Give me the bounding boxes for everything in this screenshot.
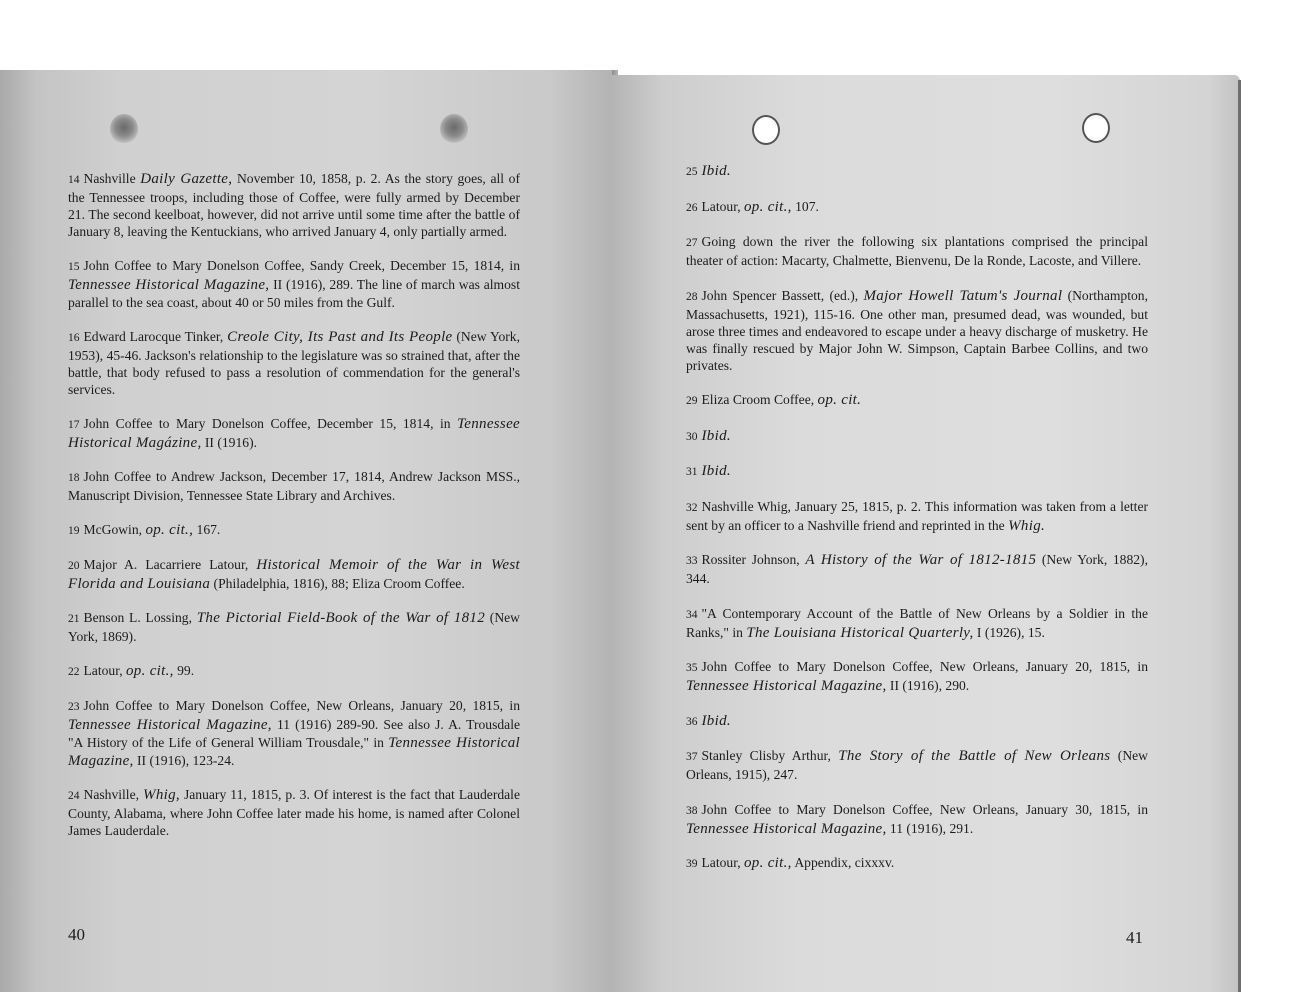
footnote-number: 21 bbox=[68, 613, 80, 625]
footnote-text: 99. bbox=[173, 663, 195, 678]
footnote-text: I (1926), 15. bbox=[973, 624, 1045, 640]
footnote-title: Historical Memoir of the War in West Florida and Louisiana bbox=[68, 557, 520, 592]
footnote-number: 17 bbox=[68, 419, 80, 431]
footnote-title: Whig. bbox=[1008, 517, 1046, 534]
footnote bbox=[686, 287, 1148, 375]
footnote-text: Going down the river the following six plantations comprised the principal theater of action: Macarty, Chalmette, Bienvenu, De la Ronde, Lacoste, and Villere. bbox=[686, 234, 1148, 268]
footnote-title: op. cit., bbox=[145, 522, 194, 538]
right-footnotes bbox=[686, 162, 1148, 890]
punch-hole-icon bbox=[752, 115, 780, 145]
footnote-text: Latour, bbox=[83, 663, 126, 678]
footnote-number: 26 bbox=[686, 201, 698, 214]
footnote bbox=[68, 257, 520, 312]
footnote bbox=[68, 170, 520, 241]
footnote-number: 22 bbox=[68, 666, 80, 678]
footnote bbox=[686, 854, 1148, 873]
footnote-title: A History of the War of 1812-1815 bbox=[805, 552, 1037, 568]
footnote-text: Nashville bbox=[83, 171, 141, 186]
footnote-text: Rossiter Johnson, bbox=[701, 552, 806, 567]
footnote-text: (Northampton, Massachusetts, 1921), 115-16. One other man, presumed dead, was wounded, but arose three times and endeavored to escape under a heavy discharge of musketry. He was finally rescued by Major John W. Simpson, Captain Barbee Collins, and two privates. bbox=[686, 287, 1148, 373]
footnote-title: Tennessee Historical Magazine, bbox=[68, 277, 270, 293]
footnote-text: Major A. Lacarriere Latour, bbox=[83, 557, 257, 572]
footnote bbox=[686, 427, 1148, 446]
footnote bbox=[686, 498, 1148, 535]
footnote-number: 36 bbox=[686, 715, 698, 728]
footnote-text: John Coffee to Mary Donelson Coffee, New Orleans, January 20, 1815, in bbox=[83, 698, 520, 713]
footnote-title: Ibid. bbox=[701, 163, 731, 179]
punch-hole-icon bbox=[440, 114, 468, 144]
footnote bbox=[686, 712, 1148, 731]
footnote bbox=[686, 551, 1148, 588]
footnote-title: Whig, bbox=[143, 787, 180, 803]
footnote-text: Nashville, bbox=[83, 787, 144, 802]
footnote-text: John Coffee to Mary Donelson Coffee, New Orleans, January 30, 1815, in bbox=[701, 801, 1148, 817]
footnote bbox=[686, 462, 1148, 481]
footnote-number: 20 bbox=[68, 560, 80, 572]
footnote-text: November 10, 1858, p. 2. As the story goes, all of the Tennessee troops, including those of Coffee, were fully armed by December 21. The second keelboat, however, did not arrive until some time after the battle of January 8, leaving the Kentuckians, who arrived January 4, only partially armed. bbox=[68, 171, 520, 239]
footnote-text: Appendix, cixxxv. bbox=[791, 855, 895, 870]
footnote-title: Tennessee Historical Magazine, bbox=[68, 735, 521, 769]
footnote-text: "A Contemporary Account of the Battle of New Orleans by a Soldier in the Ranks," in bbox=[686, 605, 1148, 640]
footnote-title: op. cit., bbox=[744, 855, 792, 871]
footnote-text: II (1916), 123-24. bbox=[133, 753, 235, 768]
footnote-number: 16 bbox=[68, 332, 80, 344]
footnote-number: 15 bbox=[68, 261, 80, 273]
footnote bbox=[686, 801, 1148, 838]
footnote-text: Stanley Clisby Arthur, bbox=[701, 748, 839, 763]
footnote-number: 34 bbox=[686, 608, 698, 621]
footnote-number: 32 bbox=[686, 501, 698, 514]
footnote-number: 28 bbox=[686, 290, 698, 303]
footnote-number: 31 bbox=[686, 466, 698, 478]
footnote-number: 27 bbox=[686, 237, 698, 249]
footnote bbox=[68, 662, 520, 681]
footnote bbox=[68, 415, 520, 452]
left-page-number: 40 bbox=[68, 925, 85, 944]
footnote-number: 29 bbox=[686, 395, 698, 407]
footnote bbox=[68, 328, 520, 399]
footnote bbox=[686, 605, 1148, 642]
footnote bbox=[686, 233, 1148, 270]
footnote bbox=[68, 521, 520, 540]
footnote-text: (New York, 1869). bbox=[68, 610, 520, 644]
footnote-number: 14 bbox=[68, 174, 80, 186]
footnote-number: 33 bbox=[686, 555, 698, 567]
footnote-text: (New York, 1882), 344. bbox=[686, 552, 1148, 586]
footnote bbox=[68, 609, 520, 646]
footnote-number: 37 bbox=[686, 751, 698, 763]
footnote-title: Tennessee Historical Magazine, bbox=[68, 717, 272, 733]
footnote-number: 18 bbox=[68, 472, 80, 484]
footnote-text: 11 (1916) 289-90. See also J. A. Trousdale "A History of the Life of General William Trousdale," in bbox=[68, 717, 520, 750]
footnote-title: The Story of the Battle of New Orleans bbox=[838, 748, 1111, 764]
footnote-title: Tennessee Historical Magazine, bbox=[686, 820, 887, 837]
footnote-title: Major Howell Tatum's Journal bbox=[863, 287, 1063, 304]
footnote-text: Latour, bbox=[701, 855, 744, 870]
footnote-text: II (1916). bbox=[201, 435, 257, 450]
footnote-text: (Philadelphia, 1816), 88; Eliza Croom Coffee. bbox=[210, 576, 465, 591]
footnote-number: 19 bbox=[68, 525, 80, 537]
footnote-text: Nashville Whig, January 25, 1815, p. 2. This information was taken from a letter sent by an officer to a Nashville friend and reprinted in the bbox=[686, 498, 1148, 533]
footnote-text: (New Orleans, 1915), 247. bbox=[686, 748, 1148, 782]
footnote-text: Eliza Croom Coffee, bbox=[701, 392, 818, 407]
footnote-text: John Coffee to Mary Donelson Coffee, Sandy Creek, December 15, 1814, in bbox=[83, 258, 520, 273]
footnote bbox=[686, 747, 1148, 784]
footnote-text: January 11, 1815, p. 3. Of interest is the fact that Lauderdale County, Alabama, where John Coffee later made his home, is named after Colonel James Lauderdale. bbox=[68, 787, 520, 838]
punch-hole-icon bbox=[110, 114, 138, 144]
footnote bbox=[686, 162, 1148, 181]
footnote-text: McGowin, bbox=[83, 522, 146, 537]
footnote-title: op. cit. bbox=[817, 392, 862, 408]
footnote-number: 39 bbox=[686, 858, 698, 870]
footnote-text: John Coffee to Andrew Jackson, December 17, 1814, Andrew Jackson MSS., Manuscript Division, Tennessee State Library and Archives. bbox=[68, 469, 520, 503]
footnote-title: Ibid. bbox=[701, 427, 731, 444]
footnote-title: Tennessee Historical Magazine, bbox=[686, 678, 887, 694]
footnote-title: The Louisiana Historical Quarterly, bbox=[746, 624, 974, 641]
footnote-number: 25 bbox=[686, 166, 698, 178]
footnote bbox=[686, 658, 1148, 695]
footnote-text: Edward Larocque Tinker, bbox=[83, 329, 228, 344]
footnote-number: 35 bbox=[686, 662, 698, 674]
footnote-text: (New York, 1953), 45-46. Jackson's relationship to the legislature was so strained that, after the battle, that body refused to pass a resolution of commendation for the general's services. bbox=[68, 329, 520, 397]
footnote bbox=[686, 391, 1148, 410]
footnote-title: The Pictorial Field-Book of the War of 1812 bbox=[196, 610, 486, 626]
footnote-number: 30 bbox=[686, 430, 698, 443]
footnote-text: John Coffee to Mary Donelson Coffee, New Orleans, January 20, 1815, in bbox=[701, 659, 1148, 674]
footnote-title: Ibid. bbox=[701, 712, 731, 729]
footnote-number: 38 bbox=[686, 804, 698, 817]
footnote-text: 167. bbox=[193, 522, 221, 537]
footnote bbox=[68, 468, 520, 505]
footnote bbox=[68, 697, 520, 770]
punch-hole-icon bbox=[1082, 113, 1110, 143]
footnote bbox=[68, 786, 520, 840]
page-edge-shadow bbox=[1238, 80, 1241, 992]
footnote-title: op. cit., bbox=[744, 198, 792, 215]
footnote-text: II (1916), 290. bbox=[886, 678, 970, 693]
footnote-number: 23 bbox=[68, 701, 80, 713]
footnote-text: II (1916), 289. The line of march was almost parallel to the sea coast, about 40 or 50 miles from the Gulf. bbox=[68, 277, 520, 310]
footnote-title: Tennessee Historical Magázine, bbox=[68, 416, 520, 451]
footnote-title: Creole City, Its Past and Its People bbox=[227, 329, 453, 345]
footnote-text: John Coffee to Mary Donelson Coffee, December 15, 1814, in bbox=[83, 416, 458, 431]
footnote-title: Daily Gazette, bbox=[140, 171, 233, 187]
footnote-title: op. cit., bbox=[126, 663, 174, 679]
footnote bbox=[686, 198, 1148, 217]
footnote-text: Benson L. Lossing, bbox=[83, 610, 197, 625]
footnote-text: Latour, bbox=[701, 198, 744, 214]
footnote-number: 24 bbox=[68, 790, 80, 802]
right-page-number: 41 bbox=[1126, 928, 1143, 947]
footnote-text: 11 (1916), 291. bbox=[886, 820, 974, 836]
footnote-text: 107. bbox=[791, 198, 819, 214]
footnote bbox=[68, 556, 520, 593]
footnote-text: John Spencer Bassett, (ed.), bbox=[701, 287, 864, 303]
left-footnotes bbox=[68, 170, 520, 856]
footnote-title: Ibid. bbox=[701, 463, 731, 479]
